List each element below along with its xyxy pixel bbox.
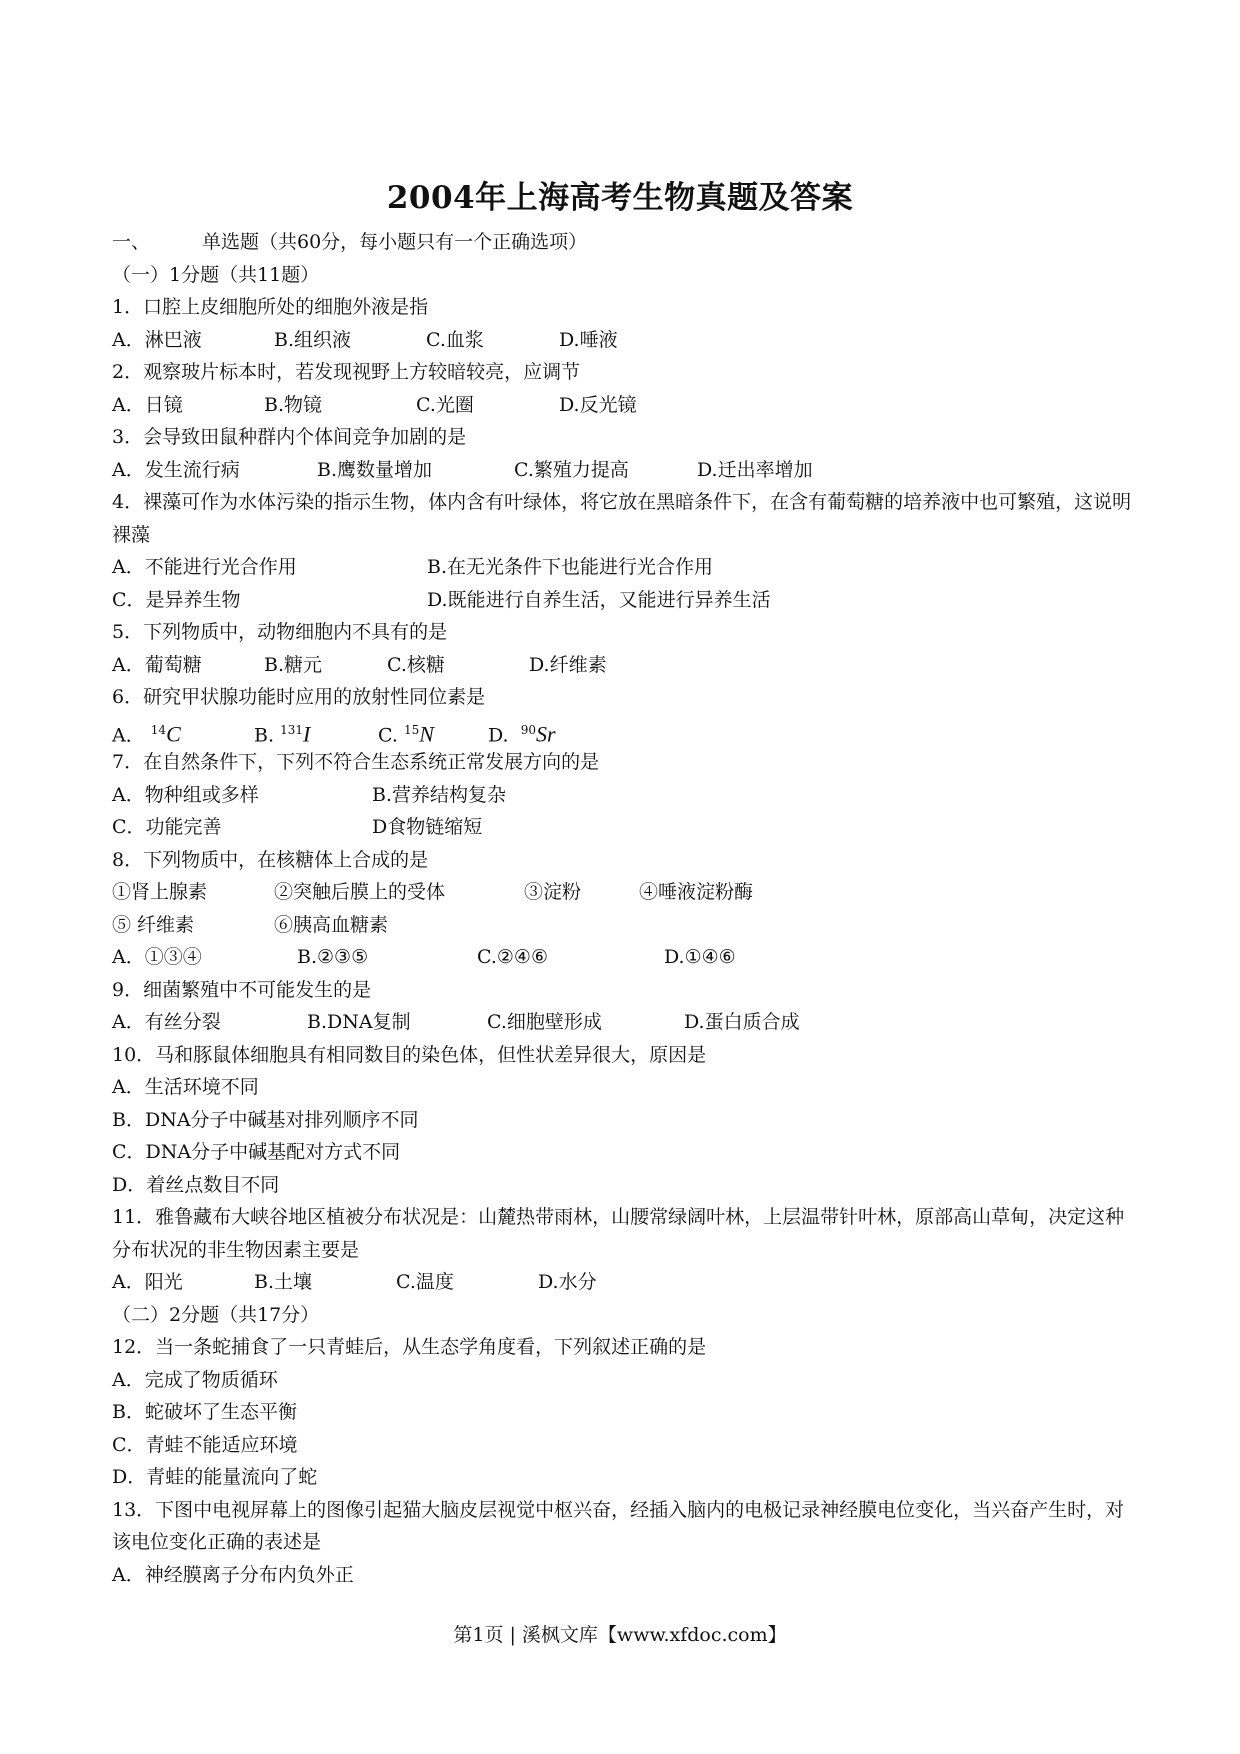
part-heading-1: （一）1分题（共11题） <box>112 263 320 286</box>
option-a: A．生活环境不同 <box>112 1076 259 1098</box>
mass-number: 15 <box>403 722 420 737</box>
mass-number: 14 <box>150 722 167 737</box>
question-stem: 4．裸藻可作为水体污染的指示生物，体内含有叶绿体，将它放在黑暗条件下，在含有葡萄糖的培养液中也可繁殖，这说明裸藻 <box>112 491 1132 546</box>
option-a: A．淋巴液 <box>112 328 202 351</box>
page-footer: 第1页 | 溪枫文库【www.xfdoc.com】 <box>453 1624 787 1646</box>
option-c: C．青蛙不能适应环境 <box>112 1433 298 1456</box>
item-3: ③淀粉 <box>524 881 582 903</box>
option-c: C．功能完善 <box>112 816 222 838</box>
question-stem: 2．观察玻片标本时，若发现视野上方较暗较亮，应调节 <box>112 361 581 383</box>
question-options <box>112 454 1132 487</box>
question-stem: 1．口腔上皮细胞所处的细胞外液是指 <box>112 296 429 318</box>
question-stem: 12．当一条蛇捕食了一只青蛙后，从生态学角度看，下列叙述正确的是 <box>112 1336 707 1358</box>
element-symbol: N <box>419 720 434 746</box>
option-b: B.DNA复制 <box>307 1011 411 1033</box>
option-b: B.鹰数量增加 <box>317 458 433 481</box>
question-items <box>112 909 1132 942</box>
option-d: D.迁出率增加 <box>697 458 813 481</box>
option-b: B.营养结构复杂 <box>372 783 507 806</box>
question-options <box>112 389 1132 422</box>
option-d: D.水分 <box>538 1271 597 1293</box>
option-letter: A． <box>112 723 145 746</box>
question-stem: 3．会导致田鼠种群内个体间竞争加剧的是 <box>112 426 467 448</box>
item-4: ④唾液淀粉酶 <box>639 881 754 903</box>
option-b: B.物镜 <box>264 393 323 416</box>
option-c: C.核糖 <box>387 653 445 676</box>
element-symbol: C <box>166 720 181 746</box>
question-options <box>112 811 1132 844</box>
mass-number: 131 <box>280 722 303 737</box>
element-symbol: I <box>302 720 311 746</box>
option-b: B.②③⑤ <box>297 946 369 968</box>
item-6: ⑥胰高血糖素 <box>274 913 389 936</box>
element-symbol: Sr <box>535 720 556 746</box>
option-a: A．有丝分裂 <box>112 1011 221 1033</box>
option-b: B.组织液 <box>274 328 352 351</box>
option-c: C.血浆 <box>426 328 484 351</box>
question-options <box>112 779 1132 812</box>
option-d: D.纤维素 <box>529 653 607 676</box>
question-stem: 7．在自然条件下，下列不符合生态系统正常发展方向的是 <box>112 751 600 773</box>
section-number: 一、 <box>112 231 151 253</box>
option-a: A．发生流行病 <box>112 458 240 481</box>
option-c: C.温度 <box>396 1271 454 1293</box>
option-a: A．日镜 <box>112 393 183 416</box>
option-d: D食物链缩短 <box>372 816 483 838</box>
option-d: D.既能进行自养生活，又能进行异养生活 <box>427 588 771 611</box>
option-c: C．DNA分子中碱基配对方式不同 <box>112 1141 401 1163</box>
option-b: B．蛇破坏了生态平衡 <box>112 1401 297 1423</box>
option-c: C．是异养生物 <box>112 588 241 611</box>
section-heading <box>112 226 1132 259</box>
section-label: 单选题（共60分，每小题只有一个正确选项） <box>202 231 588 253</box>
option-c: C.②④⑥ <box>477 946 548 968</box>
option-a: A．神经膜离子分布内负外正 <box>112 1563 354 1586</box>
item-5: ⑤ 纤维素 <box>112 913 195 936</box>
option-a: A．①③④ <box>112 946 202 968</box>
option-d: D.蛋白质合成 <box>684 1011 800 1033</box>
option-a: A．不能进行光合作用 <box>112 556 297 578</box>
option-b: B.在无光条件下也能进行光合作用 <box>427 556 714 578</box>
option-b: B.糖元 <box>264 653 323 676</box>
option-c: C.细胞壁形成 <box>487 1011 602 1033</box>
question-stem: 10．马和豚鼠体细胞具有相同数目的染色体，但性状差异很大，原因是 <box>112 1043 707 1066</box>
option-a: A．阳光 <box>112 1271 183 1293</box>
question-options <box>112 551 1132 584</box>
page-title: 2004年上海高考生物真题及答案 <box>386 180 854 216</box>
option-letter: D. <box>488 723 509 746</box>
part-heading-2: （二）2分题（共17分） <box>112 1303 320 1326</box>
item-1: ①肾上腺素 <box>112 881 208 903</box>
option-d: D．青蛙的能量流向了蛇 <box>112 1466 318 1488</box>
option-a: A．完成了物质循环 <box>112 1368 278 1391</box>
option-d: D.唾液 <box>559 328 618 351</box>
option-c: C.繁殖力提高 <box>514 458 629 481</box>
question-stem: 11．雅鲁藏布大峡谷地区植被分布状况是：山麓热带雨林，山腰常绿阔叶林，上层温带针叶林，原部高山草甸，决定这种分布状况的非生物因素主要是 <box>112 1206 1125 1261</box>
option-d: D.反光镜 <box>559 393 637 416</box>
question-stem: 8．下列物质中，在核糖体上合成的是 <box>112 848 429 871</box>
question-options <box>112 1006 1132 1039</box>
question-stem: 9．细菌繁殖中不可能发生的是 <box>112 978 372 1001</box>
mass-number: 90 <box>520 722 536 737</box>
option-b: B.土壤 <box>254 1271 313 1293</box>
option-letter: C. <box>378 723 398 746</box>
option-a: A．物种组或多样 <box>112 783 259 806</box>
question-options <box>112 1266 1132 1299</box>
question-stem: 6．研究甲状腺功能时应用的放射性同位素是 <box>112 686 486 708</box>
option-d: D．着丝点数目不同 <box>112 1173 280 1196</box>
question-options <box>112 714 1132 747</box>
question-options <box>112 324 1132 357</box>
question-options <box>112 584 1132 617</box>
option-a: A．葡萄糖 <box>112 653 202 676</box>
option-c: C.光圈 <box>416 393 474 416</box>
option-b: B．DNA分子中碱基对排列顺序不同 <box>112 1108 419 1131</box>
option-d: D.①④⑥ <box>664 946 736 968</box>
item-2: ②突触后膜上的受体 <box>274 881 446 903</box>
question-stem: 5．下列物质中，动物细胞内不具有的是 <box>112 621 448 643</box>
question-items <box>112 876 1132 909</box>
question-options <box>112 941 1132 974</box>
exam-content <box>112 226 1132 1591</box>
question-options <box>112 649 1132 682</box>
question-stem: 13．下图中电视屏幕上的图像引起猫大脑皮层视觉中枢兴奋，经插入脑内的电极记录神经膜电位变化，当兴奋产生时，对该电位变化正确的表述是 <box>112 1498 1125 1553</box>
option-letter: B. <box>254 723 275 746</box>
